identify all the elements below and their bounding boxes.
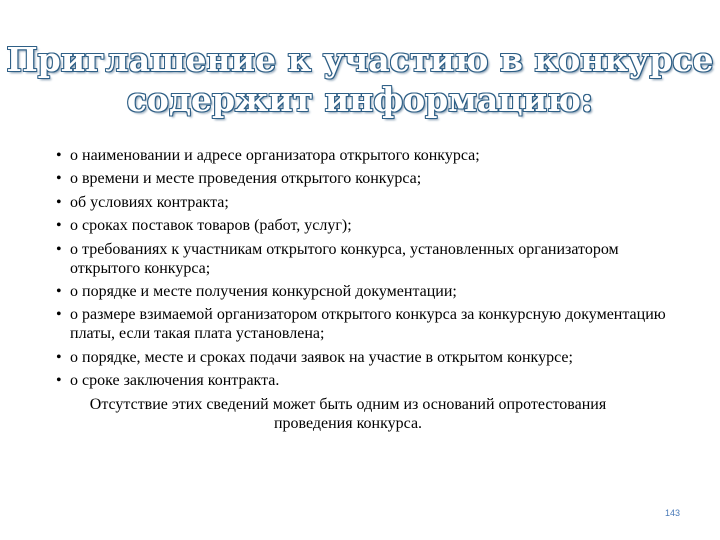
bullet-icon: • bbox=[56, 217, 62, 235]
bullet-icon: • bbox=[56, 170, 62, 188]
slide-title bbox=[0, 40, 720, 120]
list-item bbox=[50, 240, 670, 278]
list-item bbox=[50, 348, 670, 367]
list-item-text: о времени и месте проведения открытого конкурса; bbox=[70, 170, 422, 188]
slide-title-line-1: Приглашение к участию в конкурсе bbox=[6, 40, 714, 79]
list-item bbox=[50, 169, 670, 188]
slide-content bbox=[50, 146, 670, 433]
slide-title-line-2: содержит информацию: bbox=[126, 80, 594, 119]
bullet-icon: • bbox=[56, 372, 62, 390]
list-item bbox=[50, 305, 670, 343]
list-item bbox=[50, 371, 670, 390]
bullet-icon: • bbox=[56, 306, 62, 324]
page-number: 143 bbox=[664, 508, 680, 518]
bullet-icon: • bbox=[56, 240, 62, 258]
list-item-text: о сроках поставок товаров (работ, услуг); bbox=[70, 217, 352, 235]
list-item-text: об условиях контракта; bbox=[70, 193, 229, 211]
list-item-text: о порядке и месте получения конкурсной документации; bbox=[70, 282, 457, 300]
list-item bbox=[50, 193, 670, 212]
list-item-text: о размере взимаемой организатором открытого конкурса за конкурсную документацию платы, если такая плата установлена; bbox=[70, 306, 666, 343]
bullet-icon: • bbox=[56, 348, 62, 366]
list-item bbox=[50, 146, 670, 165]
closing-note: Отсутствие этих сведений может быть одним из оснований опротестования проведения конкурса. bbox=[89, 395, 607, 432]
list-item bbox=[50, 282, 670, 301]
list-item-text: о сроке заключения контракта. bbox=[70, 372, 280, 390]
bullet-icon: • bbox=[56, 193, 62, 211]
list-item bbox=[50, 216, 670, 235]
bullet-icon: • bbox=[56, 147, 62, 164]
list-item-text: о порядке, месте и сроках подачи заявок на участие в открытом конкурсе; bbox=[70, 348, 573, 366]
list-item-text: о наименовании и адресе организатора открытого конкурса; bbox=[70, 147, 480, 164]
bullet-list bbox=[50, 146, 670, 390]
list-item-text: о требованиях к участникам открытого конкурса, установленных организатором открытого конкурса; bbox=[70, 240, 619, 277]
bullet-icon: • bbox=[56, 282, 62, 300]
